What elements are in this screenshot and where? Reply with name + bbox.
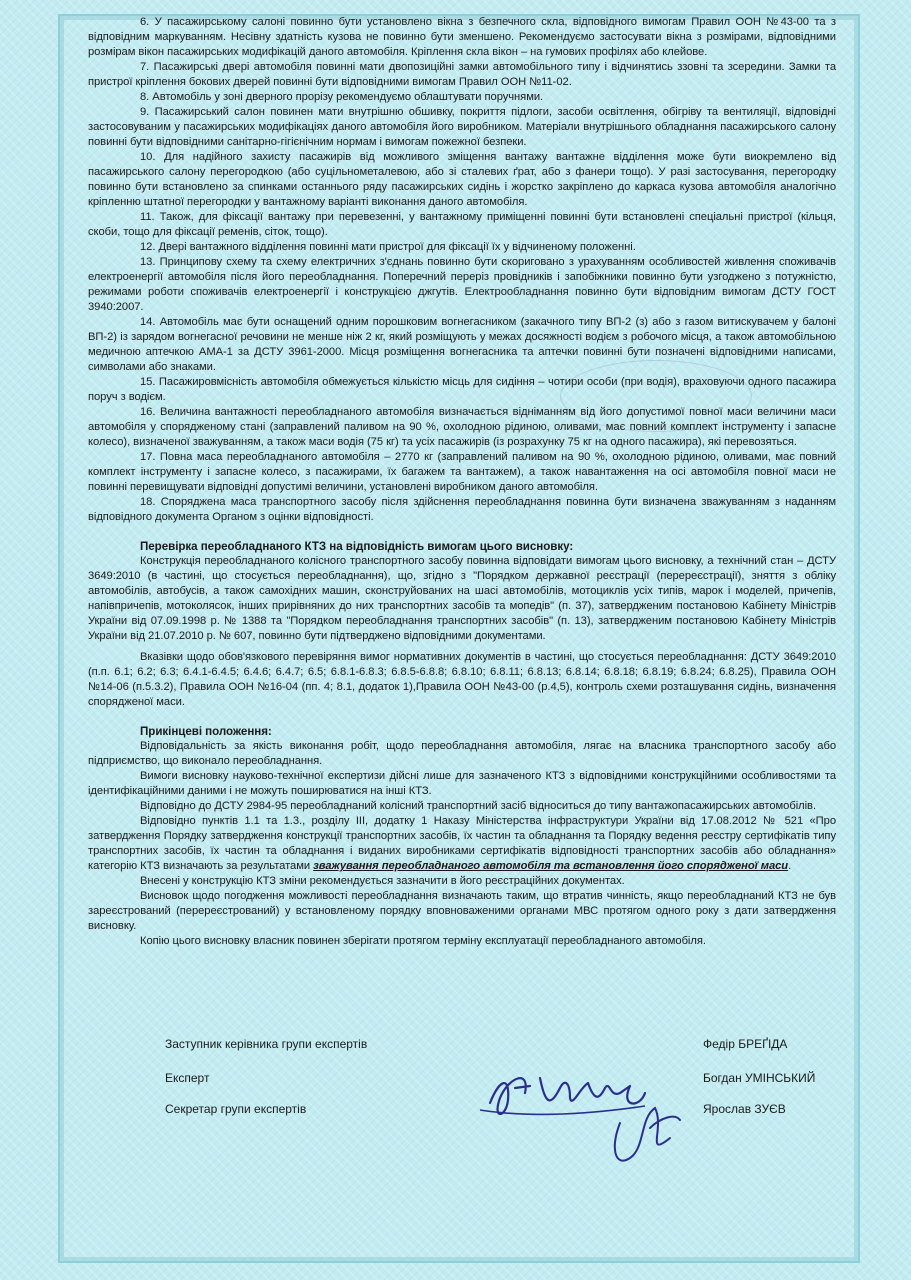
closing-paragraph: Внесені у конструкцію КТЗ зміни рекомендується зазначити в його реєстраційних документах. bbox=[140, 875, 625, 887]
signatory-role: Заступник керівника групи експертів bbox=[165, 1037, 368, 1051]
order-text: Відповідно пунктів 1.1 та 1.3., розділу III, додатку 1 Наказу Міністерства інфраструктури України від 17.08.2012 № 521 «Про затвердження Порядку затвердження конструкції транспортних засобів, їх частин та обладнання та Порядку ведення реєстру сертифікатів типу транспортних засобів, їх частин та обладнання і виданих виробниками сертифікатів відповідності транспортних засобів або обладнання» категорію КТЗ визначають за результатами bbox=[88, 815, 836, 872]
order-emphasis: зважування переобладнаного автомобіля та встановлення його спорядженої маси bbox=[313, 860, 789, 872]
item-16: 16. Величина вантажності переобладнаного автомобіля визначається відніманням від його допустимої повної маси величини маси автомобіля у спорядженому стані (заправлений паливом на 90 %, охолодною рідиною, оливами, має повний комплект інструменту і запасне колесо), визначеної зважуванням, а також маси водія (75 кг) та усіх пасажирів (із розрахунку 75 кг на одного пасажира), які перевозяться. bbox=[88, 406, 836, 448]
signature-stroke-2 bbox=[615, 1108, 680, 1161]
item-15: 15. Пасажировмісність автомобіля обмежується кількістю місць для сидіння – чотири особи (при водія), враховуючи одного пасажира поруч з водієм. bbox=[88, 376, 836, 403]
item-6: 6. У пасажирському салоні повинно бути установлено вікна з безпечного скла, відповідного вимогам Правил ООН №43-00 та з відповідним маркуванням. Несівну здатність кузова не повинно бути зменшено. Рекомендуємо застосувати вікна з розмірами, відповідними розмірам вікон пасажирських модифікацій даного автомобіля. Кріплення скла вікон – на гумових профілях або клейове. bbox=[88, 16, 836, 58]
verification-heading: Перевірка переобладнаного КТЗ на відповідність вимогам цього висновку: bbox=[140, 540, 574, 553]
item-12: 12. Двері вантажного відділення повинні мати пристрої для фіксації їх у відчиненому положенні. bbox=[140, 241, 636, 253]
verification-paragraph: Вказівки щодо обов'язкового перевіряння вимог нормативних документів в частині, що стосується переобладнання: ДСТУ 3649:2010 (п.п. 6.1; 6.2; 6.3; 6.4.1-6.4.5; 6.4.6; 6.4.7; 6.5; 6.8.1-6.8.3; 6.8.5-6.8.8; 6.8.10; 6.8.11; 6.8.13; 6.8.14; 6.8.18; 6.8.19; 6.8.24; 6.8.25), Правила ООН №14-06 (п.5.3.2), Правила ООН №16-04 (пп. 4; 8.1, додаток 1),Правила ООН №43-00 (р.4,5), контроль схеми розташування сидінь, визначення спорядженої маси. bbox=[88, 651, 836, 708]
item-14: 14. Автомобіль має бути оснащений одним порошковим вогнегасником (закачного типу ВП-2 (з) або з газом витискувачем у балоні ВП-2) із зарядом вогнегасної речовини не менше ніж 2 кг, який розміщують у межах досяжності водієм з робочого місця, а також автомобільною медичною аптечкою АМА-1 за ДСТУ 3961-2000. Місця розміщення вогнегасника та аптечки повинні бути позначені відповідними написами, символами або знаками. bbox=[88, 316, 836, 373]
handwritten-signature bbox=[470, 1048, 700, 1178]
item-8: 8. Автомобіль у зоні дверного прорізу рекомендуємо облаштувати поручнями. bbox=[140, 91, 544, 103]
signatory-role: Експерт bbox=[165, 1071, 210, 1085]
item-9: 9. Пасажирський салон повинен мати внутрішню обшивку, покриття підлоги, засоби освітлення, обігріву та вентиляції, відповідні застосовуваним у пасажирських модифікаціях даного автомобіля його виробником. Матеріали внутрішнього обладнання пасажирського салону повинні бути відповідними санітарно-гігієнічним нормам і вимогам пожежної безпеки. bbox=[88, 106, 836, 148]
item-18: 18. Споряджена маса транспортного засобу після здійснення переобладнання повинна бути визначена зважуванням з наданням відповідного документа Органом з оцінки відповідності. bbox=[88, 496, 836, 523]
item-17: 17. Повна маса переобладнаного автомобіля – 2770 кг (заправлений паливом на 90 %, охолодною рідиною, оливами, має повний комплект інструменту і запасне колесо, з пасажирами, їх багажем та вантажем), а також навантаження на осі автомобіля повної маси не повинні перевищувати відповідні допустимі величини, установлені виробником даного автомобіля. bbox=[88, 451, 836, 493]
final-heading: Прикінцеві положення: bbox=[140, 725, 272, 738]
item-7: 7. Пасажирські двері автомобіля повинні мати двопозиційні замки автомобільного типу і відчинятись ззовні та зсередини. Замки та пристрої кріплення бокових дверей повинні бути відповідними вимогам Правил ООН №11-02. bbox=[88, 61, 836, 88]
item-11: 11. Також, для фіксації вантажу при перевезенні, у вантажному приміщенні повинні бути встановлені спеціальні пристрої (кільця, скоби, тощо для фіксації ременів, сіток, тощо). bbox=[88, 211, 836, 238]
item-10: 10. Для надійного захисту пасажирів від можливого зміщення вантажу вантажне відділення може бути виокремлено від пасажирського салону перегородкою (або суцільнометалевою, або зі сталевих ґрат, або з фанери тощо). У разі застосування, перегородку повинно бути встановлено за спинками останнього ряду пасажирських сидінь і жорстко закріплено до каркаса кузова автомобіля аналогічно кріпленню штатної перегородки у вантажному варіанті виконання даного автомобіля. bbox=[88, 151, 836, 208]
document-body bbox=[88, 15, 836, 949]
signatory-role: Секретар групи експертів bbox=[165, 1102, 307, 1116]
verification-paragraph: Конструкція переобладнаного колісного транспортного засобу повинна відповідати вимогам цього висновку, а технічний стан – ДСТУ 3649:2010 (в частині, що стосується переобладнання), що, згідно з "Порядком державної реєстрації (перереєстрації), зняття з обліку автомобілів, автобусів, а також самохідних машин, сконструйованих на шасі автомобілів, мотоциклів усіх типів, марок і моделей, причепів, напівпричепів, мотоколясок, інших прирівняних до них транспортних засобів та мопедів" (п. 37), затвердженим постановою Кабінету Міністрів України від 07.09.1998 р. № 1388 та "Порядком переобладнання транспортних засобів" (п. 13), затвердженим постановою Кабінету Міністрів України від 21.07.2010 р. № 607, повинно бути підтверджено відповідними документами. bbox=[88, 555, 836, 642]
signatory-name: Ярослав ЗУЄВ bbox=[703, 1102, 786, 1116]
closing-paragraph: Копію цього висновку власник повинен зберігати протягом терміну експлуатації переобладнаного автомобіля. bbox=[140, 935, 706, 947]
item-13: 13. Принципову схему та схему електричних з'єднань повинно бути скориговано з урахуванням особливостей живлення споживачів електроенергії автомобіля після його переобладнання. Поперечний переріз провідників і запобіжники повинно бути узгоджено з потужністю, режимами роботи споживачів електроенергії і конструкцією джгутів. Електрообладнання повинно бути відповідним вимогам ДСТУ ГОСТ 3940:2007. bbox=[88, 256, 836, 313]
closing-paragraph: Висновок щодо погодження можливості переобладнання визначають таким, що втратив чинність, якщо переобладнаний КТЗ не був зареєстрований (перереєстрований) у встановленому порядку вповноваженими органами МВС протягом одного року з дати затвердження висновку. bbox=[88, 890, 836, 932]
final-paragraph: Відповідальність за якість виконання робіт, щодо переобладнання автомобіля, лягає на власника транспортного засобу або підприємство, що виконало переобладнання. bbox=[88, 740, 836, 767]
signatory-name: Богдан УМІНСЬКИЙ bbox=[703, 1071, 816, 1085]
signatory-name: Федір БРЕҐІДА bbox=[703, 1037, 788, 1051]
order-paragraph: Відповідно пунктів 1.1 та 1.3., розділу III, додатку 1 Наказу Міністерства інфраструктури України від 17.08.2012 № 521 «Про затвердження Порядку затвердження конструкції транспортних засобів, їх частин та обладнання та Порядку ведення реєстру сертифікатів типу транспортних засобів, їх частин та обладнання і виданих виробниками сертифікатів відповідності транспортних засобів або обладнання» категорію КТЗ визначають за результатами зважування переобладнаного автомобіля та встановлення його спорядженої маси. bbox=[88, 815, 836, 872]
final-paragraph: Вимоги висновку науково-технічної експертизи дійсні лише для зазначеного КТЗ з відповідними конструкційними особливостями та ідентифікаційними даними і не можуть поширюватися на інші КТЗ. bbox=[88, 770, 836, 797]
final-paragraph: Відповідно до ДСТУ 2984-95 переобладнаний колісний транспортний засіб відноситься до типу вантажопасажирських автомобілів. bbox=[140, 800, 817, 812]
